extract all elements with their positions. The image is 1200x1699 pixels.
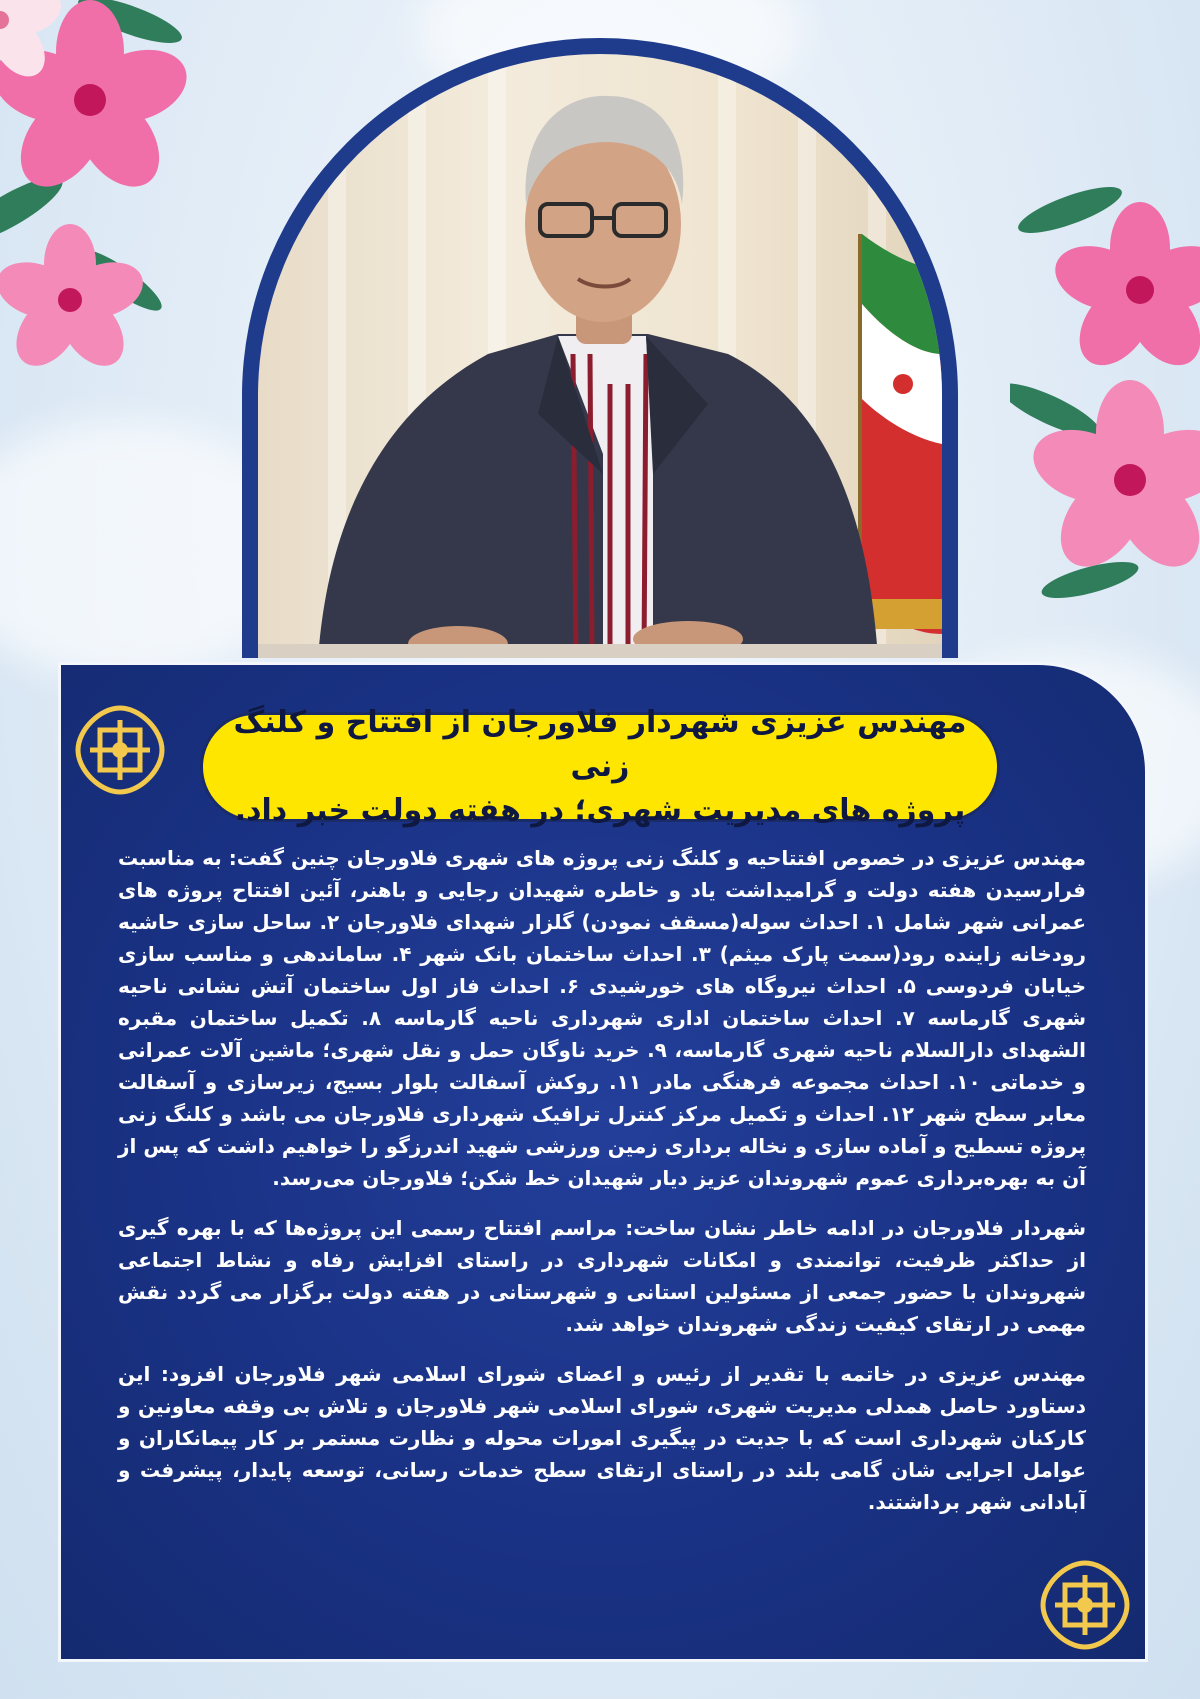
article-body [118, 842, 1086, 1536]
headline-box [200, 705, 1000, 828]
portrait-frame [242, 38, 958, 658]
headline-line-1: مهندس عزیزی شهردار فلاورجان از افتتاح و کلنگ زنی [233, 705, 967, 784]
headline-line-2: پروژه های مدیریت شهری؛ در هفته دولت خبر داد. [234, 793, 966, 828]
gold-arabesque-ornament-icon [70, 700, 170, 800]
paragraph-3: مهندس عزیزی در خاتمه با تقدیر از رئیس و اعضای شورای اسلامی شهر فلاورجان افزود: این دستاورد حاصل همدلی مدیریت شهری، شورای اسلامی شهر فلاورجان و تلاش بی وقفه معاونین و کارکنان شهرداری است که با جدیت در پیگیری امورات محوله و نظارت مستمر بر کار پیمانکاران و عوامل اجرایی شان گامی بلند در راستای ارتقای سطح خدمات رسانی، توسعه پایدار، پیشرفت و آبادانی شهر برداشتند. [118, 1362, 1086, 1514]
gold-arabesque-ornament-icon [1035, 1555, 1135, 1655]
pink-azalea-flower-icon [0, 0, 220, 400]
paragraph-1: مهندس عزیزی در خصوص افتتاحیه و کلنگ زنی پروژه های شهری فلاورجان چنین گفت: به مناسبت فرارسیدن هفته دولت و گرامیداشت یاد و خاطره شهیدان رجایی و باهنر، آئین افتتاح پروژه های عمرانی شهر شامل ۱. احداث سوله(مسقف نمودن) گلزار شهدای فلاورجان ۲. ساحل سازی حاشیه رودخانه زاینده رود(سمت پارک میثم) ۳. احداث ساختمان بانک شهر ۴. ساماندهی و مناسب سازی خیابان فردوسی ۵. احداث نیروگاه های خورشیدی ۶. احداث فاز اول ساختمان آتش نشانی ناحیه شهری گارماسه ۷. احداث ساختمان اداری شهرداری ناحیه گارماسه ۸. تکمیل ساختمان مقبره الشهدای دارالسلام ناحیه شهری گارماسه، ۹. خرید ناوگان حمل و نقل شهری؛ ماشین آلات عمرانی و خدماتی ۱۰. احداث مجموعه فرهنگی مادر ۱۱. روکش آسفالت بلوار بسیج، زیرسازی و آسفالت معابر سطح شهر ۱۲. احداث و تکمیل مرکز کنترل ترافیک شهرداری فلاورجان می باشد و کلنگ زنی پروژه تسطیح و آماده سازی و نخاله برداری زمین ورزشی شهید اندرزگو را خواهیم داشت که پس از آن به بهره‌برداری عموم شهروندان عزیز دیار شهیدان خط شکن؛ فلاورجان می‌رسد. [118, 846, 1087, 1190]
pink-azalea-flower-icon [1010, 150, 1200, 620]
portrait-photo [258, 54, 942, 658]
paragraph-2: شهردار فلاورجان در ادامه خاطر نشان ساخت: مراسم افتتاح رسمی این پروژه‌ها که با بهره گیری از حداکثر ظرفیت، توانمندی و امکانات شهرداری در راستای افزایش رفاه و نشاط اجتماعی شهروندان با حضور جمعی از مسئولین استانی و شهرستانی در هفته دولت برگزار می گردد نقش مهمی در ارتقای کیفیت زندگی شهروندان خواهد شد. [118, 1216, 1086, 1336]
